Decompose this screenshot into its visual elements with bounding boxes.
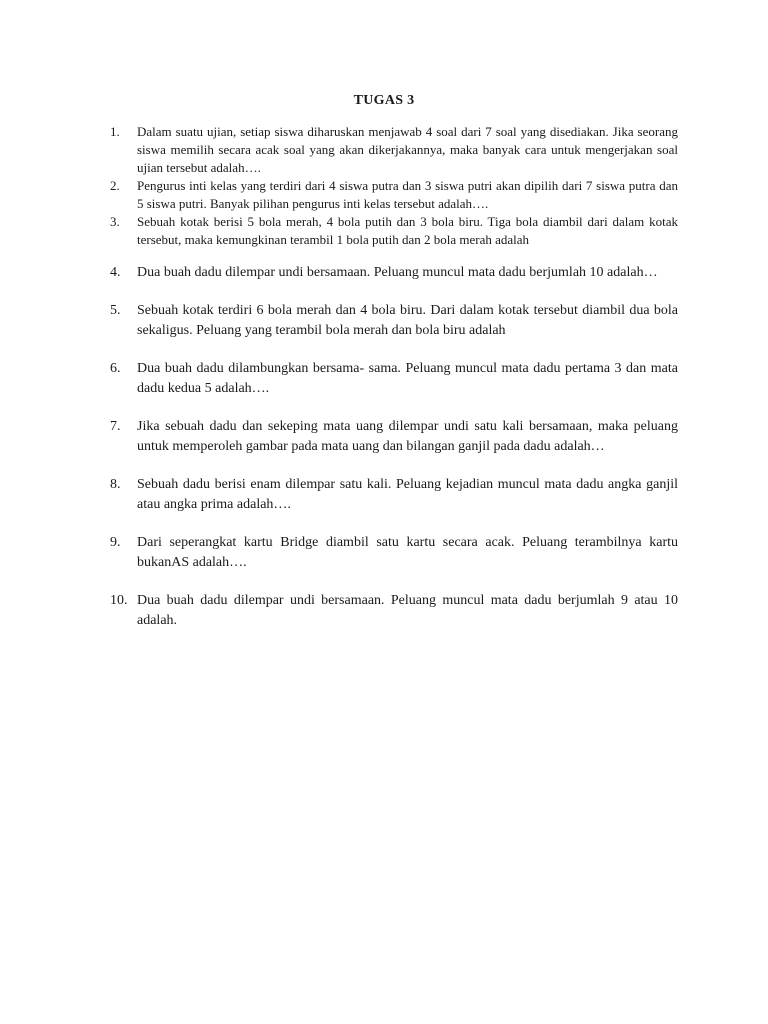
question-item	[110, 359, 678, 400]
question-item	[110, 533, 678, 574]
question-item	[110, 213, 678, 249]
question-text: Sebuah kotak berisi 5 bola merah, 4 bola putih dan 3 bola biru. Tiga bola diambil dari dalam kotak tersebut, maka kemungkinan terambil 1 bola putih dan 2 bola merah adalah	[137, 214, 678, 247]
question-text: Dari seperangkat kartu Bridge diambil satu kartu secara acak. Peluang terambilnya kartu bukanAS adalah….	[137, 534, 678, 570]
question-number: 10.	[110, 592, 128, 608]
question-item	[110, 177, 678, 213]
question-item	[110, 591, 678, 632]
question-number: 1.	[110, 124, 120, 139]
question-number: 3.	[110, 214, 120, 229]
question-number: 2.	[110, 178, 120, 193]
question-item	[110, 301, 678, 342]
question-item	[110, 417, 678, 458]
question-item	[110, 475, 678, 516]
document-title: TUGAS 3	[353, 93, 415, 108]
question-text: Dua buah dadu dilempar undi bersamaan. Peluang muncul mata dadu berjumlah 9 atau 10 adalah.	[137, 592, 678, 628]
question-number: 9.	[110, 534, 121, 550]
question-number: 5.	[110, 302, 121, 318]
question-number: 7.	[110, 418, 121, 434]
question-text: Jika sebuah dadu dan sekeping mata uang dilempar undi satu kali bersamaan, maka peluang untuk memperoleh gambar pada mata uang dan bilangan ganjil pada dadu adalah…	[137, 418, 678, 454]
question-text: Sebuah kotak terdiri 6 bola merah dan 4 bola biru. Dari dalam kotak tersebut diambil dua bola sekaligus. Peluang yang terambil bola merah dan bola biru adalah	[137, 302, 678, 338]
question-number: 8.	[110, 476, 121, 492]
question-number: 4.	[110, 265, 121, 280]
question-text: Dua buah dadu dilambungkan bersama- sama. Peluang muncul mata dadu pertama 3 dan mata dadu kedua 5 adalah….	[137, 360, 678, 396]
question-item	[110, 123, 678, 177]
question-text: Sebuah dadu berisi enam dilempar satu kali. Peluang kejadian muncul mata dadu angka ganjil atau angka prima adalah….	[137, 476, 678, 512]
question-list	[110, 123, 678, 632]
question-text: Pengurus inti kelas yang terdiri dari 4 siswa putra dan 3 siswa putri akan dipilih dari 7 siswa putra dan 5 siswa putri. Banyak pilihan pengurus inti kelas tersebut adalah….	[137, 178, 678, 211]
question-text: Dalam suatu ujian, setiap siswa diharuskan menjawab 4 soal dari 7 soal yang disediakan. Jika seorang siswa memilih secara acak soal yang akan dikerjakannya, maka banyak cara untuk mengerjakan soal ujian tersebut adalah….	[137, 124, 678, 175]
question-number: 6.	[110, 360, 121, 376]
question-text: Dua buah dadu dilempar undi bersamaan. Peluang muncul mata dadu berjumlah 10 adalah…	[137, 265, 658, 280]
question-item	[110, 263, 678, 284]
